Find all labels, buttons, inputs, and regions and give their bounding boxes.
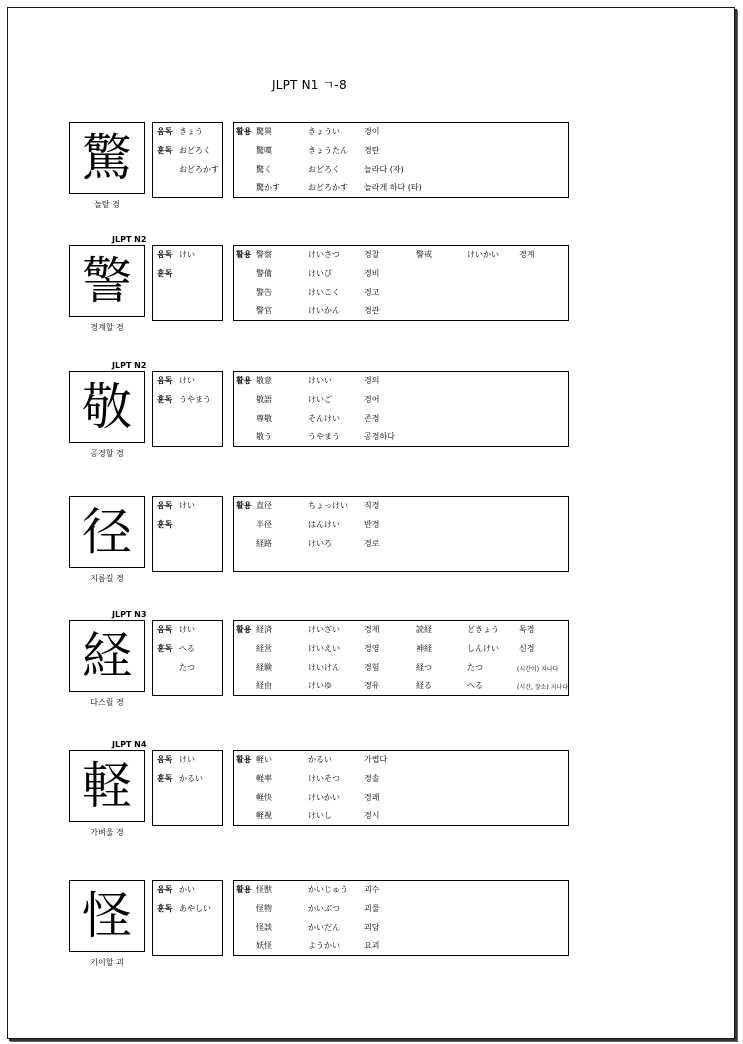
usage-box [233,496,569,572]
on-label: 음독 [157,376,173,385]
usage-reading: かいだん [308,923,340,932]
usage-meaning: 직경 [364,501,380,510]
usage-box [233,245,569,321]
on-reading: かい [179,885,195,894]
usage-meaning: (시간, 장소) 지나다 [517,684,568,691]
usage-reading: けいい [308,376,332,385]
korean-meaning: 기이할 괴 [90,958,124,967]
usage-reading: どきょう [467,625,499,634]
usage-meaning: 경계 [519,250,535,259]
usage-meaning: 경의 [364,376,380,385]
kun-label: 훈독 [157,520,173,529]
usage-word: 経由 [256,681,272,690]
usage-label: 활용 [236,755,252,764]
usage-word: 驚異 [256,127,272,136]
on-label: 음독 [157,625,173,634]
usage-meaning: 경험 [364,663,380,672]
korean-meaning: 지름길 경 [90,574,124,583]
on-label: 음독 [157,250,173,259]
korean-meaning: 공경할 경 [90,449,124,458]
usage-word: 直径 [256,501,272,510]
on-label: 음독 [157,127,173,136]
usage-reading: うやまう [308,432,340,441]
reading-box [152,496,223,572]
usage-box [233,122,569,198]
usage-reading: けいそつ [308,774,340,783]
usage-word: 経路 [256,539,272,548]
kun-label: 훈독 [157,269,173,278]
reading-box [152,750,223,826]
kun-label: 훈독 [157,395,173,404]
usage-meaning: 경제 [364,625,380,634]
usage-meaning: 반경 [364,520,380,529]
usage-label: 활용 [236,127,252,136]
kanji-character: 径 [69,496,145,568]
usage-reading: かるい [308,755,332,764]
usage-meaning: 괴물 [364,904,380,913]
kun-label: 훈독 [157,774,173,783]
korean-meaning: 가벼울 경 [90,828,124,837]
kanji-entry [0,496,743,606]
on-reading: けい [179,376,195,385]
usage-word: 警官 [256,306,272,315]
usage-word: 読経 [416,625,432,634]
on-label: 음독 [157,501,173,510]
usage-word: 警察 [256,250,272,259]
jlpt-level: JLPT N3 [112,610,147,619]
kanji-character: 怪 [69,880,145,952]
kun-label: 훈독 [157,904,173,913]
kanji-entry [0,235,743,355]
kanji-entry [0,880,743,990]
usage-reading: かいぶつ [308,904,340,913]
jlpt-level: JLPT N2 [112,361,147,370]
usage-meaning: 요괴 [364,941,380,950]
usage-word: 妖怪 [256,941,272,950]
usage-reading: けいさつ [308,250,340,259]
usage-word: 軽率 [256,774,272,783]
kun-label: 훈독 [157,644,173,653]
page-title: JLPT N1 ㄱ-8 [272,78,347,92]
usage-meaning: 경관 [364,306,380,315]
usage-meaning: 가볍다 [364,755,388,764]
usage-word: 警戒 [416,250,432,259]
reading-box [152,620,223,696]
usage-reading: けいかい [467,250,499,259]
korean-meaning: 다스릴 경 [90,698,124,707]
reading-box [152,122,223,198]
usage-meaning: 놀라다 (자) [364,165,404,174]
usage-word: 経つ [416,663,432,672]
on-label: 음독 [157,885,173,894]
usage-meaning: 경비 [364,269,380,278]
usage-word: 怪物 [256,904,272,913]
kun-reading: おどろかす [179,165,219,174]
usage-word: 神経 [416,644,432,653]
usage-meaning: 경로 [364,539,380,548]
usage-reading: たつ [467,663,483,672]
usage-word: 敬う [256,432,272,441]
usage-reading: けいこく [308,288,340,297]
usage-word: 経営 [256,644,272,653]
kanji-character: 驚 [69,122,145,194]
usage-reading: けいろ [308,539,332,548]
usage-reading: けいけん [308,663,340,672]
korean-meaning: 놀랄 경 [94,200,120,209]
usage-word: 驚かす [256,183,280,192]
kun-reading: たつ [179,663,195,672]
usage-label: 활용 [236,250,252,259]
kun-label: 훈독 [157,146,173,155]
usage-reading: けいし [308,811,332,820]
usage-word: 尊敬 [256,414,272,423]
kanji-character: 軽 [69,750,145,822]
usage-reading: かいじゅう [308,885,348,894]
usage-reading: ようかい [308,941,340,950]
usage-reading: おどろく [308,165,340,174]
usage-word: 怪談 [256,923,272,932]
usage-meaning: 경어 [364,395,380,404]
reading-box [152,371,223,447]
usage-box [233,750,569,826]
usage-meaning: 경고 [364,288,380,297]
kun-reading: へる [179,644,195,653]
usage-word: 敬意 [256,376,272,385]
kun-reading: うやまう [179,395,211,404]
usage-reading: そんけい [308,414,340,423]
usage-word: 軽い [256,755,272,764]
usage-word: 経済 [256,625,272,634]
usage-word: 驚嘆 [256,146,272,155]
usage-reading: けいかん [308,306,340,315]
usage-word: 敬語 [256,395,272,404]
usage-word: 警告 [256,288,272,297]
usage-reading: けいかい [308,793,340,802]
usage-meaning: 공경하다 [364,432,395,441]
usage-word: 半径 [256,520,272,529]
usage-word: 驚く [256,165,272,174]
kanji-character: 敬 [69,371,145,443]
usage-reading: しんけい [467,644,499,653]
usage-meaning: 경찰 [364,250,380,259]
usage-meaning: 경솔 [364,774,380,783]
usage-word: 経る [416,681,432,690]
usage-word: 怪獣 [256,885,272,894]
usage-meaning: 경유 [364,681,380,690]
kun-reading: あやしい [179,904,211,913]
usage-reading: けいざい [308,625,340,634]
usage-meaning: 독경 [519,625,535,634]
kun-reading: かるい [179,774,203,783]
usage-word: 軽快 [256,793,272,802]
usage-label: 활용 [236,376,252,385]
kun-reading: おどろく [179,146,211,155]
usage-reading: おどろかす [308,183,348,192]
on-reading: けい [179,250,195,259]
reading-box [152,880,223,956]
usage-reading: きょうい [308,127,340,136]
kanji-entry [0,122,743,232]
usage-meaning: 놀라게 하다 (타) [364,183,422,192]
usage-word: 経験 [256,663,272,672]
usage-label: 활용 [236,625,252,634]
usage-reading: けいえい [308,644,340,653]
jlpt-level: JLPT N4 [112,740,147,749]
korean-meaning: 경계할 경 [90,323,124,332]
usage-meaning: 경쾌 [364,793,380,802]
usage-meaning: 괴수 [364,885,380,894]
usage-box [233,371,569,447]
usage-label: 활용 [236,501,252,510]
kanji-character: 経 [69,620,145,692]
on-reading: けい [179,625,195,634]
usage-box [233,620,569,696]
usage-reading: けいび [308,269,332,278]
usage-meaning: 경영 [364,644,380,653]
usage-reading: はんけい [308,520,340,529]
kanji-entry [0,361,743,481]
usage-reading: きょうたん [308,146,348,155]
usage-meaning: (시간이) 지나다 [517,666,559,673]
kanji-character: 警 [69,245,145,317]
usage-meaning: 경이 [364,127,380,136]
usage-meaning: 경시 [364,811,380,820]
usage-word: 軽視 [256,811,272,820]
usage-reading: けいご [308,395,332,404]
usage-meaning: 존경 [364,414,380,423]
usage-box [233,880,569,956]
on-reading: きょう [179,127,203,136]
reading-box [152,245,223,321]
usage-reading: ちょっけい [308,501,348,510]
kanji-entry [0,610,743,730]
on-reading: けい [179,755,195,764]
usage-meaning: 경탄 [364,146,380,155]
on-label: 음독 [157,755,173,764]
usage-meaning: 괴담 [364,923,380,932]
usage-word: 警備 [256,269,272,278]
on-reading: けい [179,501,195,510]
jlpt-level: JLPT N2 [112,235,147,244]
usage-reading: へる [467,681,483,690]
usage-label: 활용 [236,885,252,894]
kanji-entry [0,740,743,860]
usage-meaning: 신경 [519,644,535,653]
usage-reading: けいゆ [308,681,332,690]
